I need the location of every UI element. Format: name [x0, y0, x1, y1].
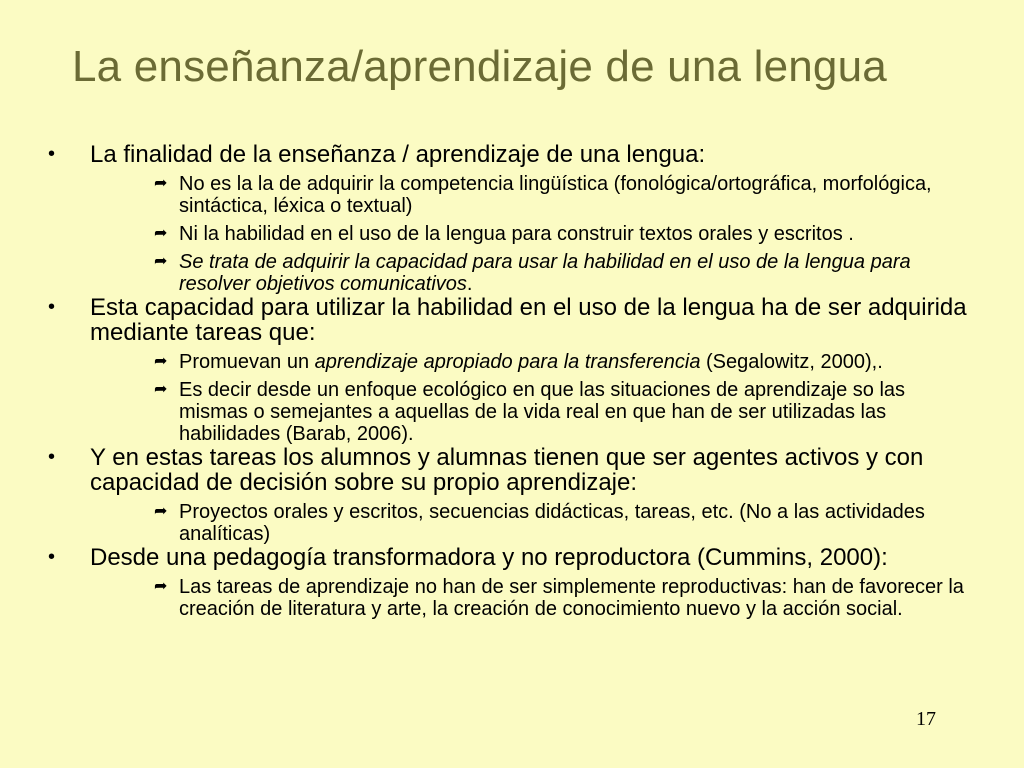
curved-arrow-icon: ➦ — [154, 578, 168, 595]
page-number: 17 — [916, 708, 936, 730]
bullet-text: La finalidad de la enseñanza / aprendizaje de una lengua: — [90, 141, 706, 168]
sub-bullet-list — [154, 576, 998, 620]
bullet-dot-icon: • — [48, 446, 56, 468]
slide-title: La enseñanza/aprendizaje de una lengua — [72, 42, 887, 91]
sub-bullet-item — [154, 223, 998, 245]
sub-bullet-text: Es decir desde un enfoque ecológico en que las situaciones de aprendizaje so las mismas o semejantes a aquellas de la vida real en que han de ser utilizadas las habilidades (Barab, 2006). — [179, 379, 906, 445]
bullet-item — [48, 445, 998, 495]
bullet-text: Y en estas tareas los alumnos y alumnas tienen que ser agentes activos y con capacidad de decisión sobre su propio aprendizaje: — [90, 444, 924, 496]
bullet-item — [48, 545, 998, 570]
sub-bullet-item — [154, 576, 998, 620]
sub-bullet-text: No es la la de adquirir la competencia lingüística (fonológica/ortográfica, morfológica, sintáctica, léxica o textual) — [179, 173, 932, 217]
sub-bullet-text — [179, 351, 998, 373]
italic-text: aprendizaje apropiado para la transferencia — [314, 351, 701, 373]
sub-bullet-list — [154, 351, 998, 445]
sub-bullet-item — [154, 351, 998, 373]
sub-bullet-item — [154, 251, 998, 295]
sub-bullet-item — [154, 379, 998, 445]
bullet-item — [48, 142, 998, 167]
bullet-text: Desde una pedagogía transformadora y no reproductora (Cummins, 2000): — [90, 544, 888, 571]
trailing-text: (Segalowitz, 2000),. — [700, 351, 883, 373]
bullet-group — [48, 142, 998, 295]
bullet-text: Esta capacidad para utilizar la habilidad en el uso de la lengua ha de ser adquirida mediante tareas que: — [90, 294, 967, 346]
sub-bullet-item — [154, 501, 998, 545]
sub-bullet-text: Las tareas de aprendizaje no han de ser simplemente reproductivas: han de favorecer la creación de literatura y arte, la creación de conocimiento nuevo y la acción social. — [179, 576, 964, 620]
italic-text: Se trata de adquirir la capacidad para usar la habilidad en el uso de la lengua para resolver objetivos comunicativos — [179, 251, 911, 295]
sub-bullet-text: Ni la habilidad en el uso de la lengua para construir textos orales y escritos . — [179, 223, 854, 245]
curved-arrow-icon: ➦ — [154, 225, 168, 242]
sub-bullet-item — [154, 173, 998, 217]
curved-arrow-icon: ➦ — [154, 503, 168, 520]
sub-bullet-text: Proyectos orales y escritos, secuencias didácticas, tareas, etc. (No a las actividades analíticas) — [179, 501, 925, 545]
bullet-dot-icon: • — [48, 296, 56, 318]
sub-bullet-list — [154, 173, 998, 295]
curved-arrow-icon: ➦ — [154, 253, 168, 270]
bullet-item — [48, 295, 998, 345]
sub-bullet-text — [179, 251, 998, 295]
bullet-group — [48, 545, 998, 620]
leading-text: Promuevan un — [179, 351, 315, 373]
sub-bullet-list — [154, 501, 998, 545]
curved-arrow-icon: ➦ — [154, 175, 168, 192]
curved-arrow-icon: ➦ — [154, 381, 168, 398]
curved-arrow-icon: ➦ — [154, 353, 168, 370]
slide-content — [48, 142, 998, 620]
bullet-group — [48, 445, 998, 545]
bullet-dot-icon: • — [48, 546, 56, 568]
bullet-dot-icon: • — [48, 143, 56, 165]
trailing-text: . — [466, 273, 473, 295]
bullet-group — [48, 295, 998, 445]
